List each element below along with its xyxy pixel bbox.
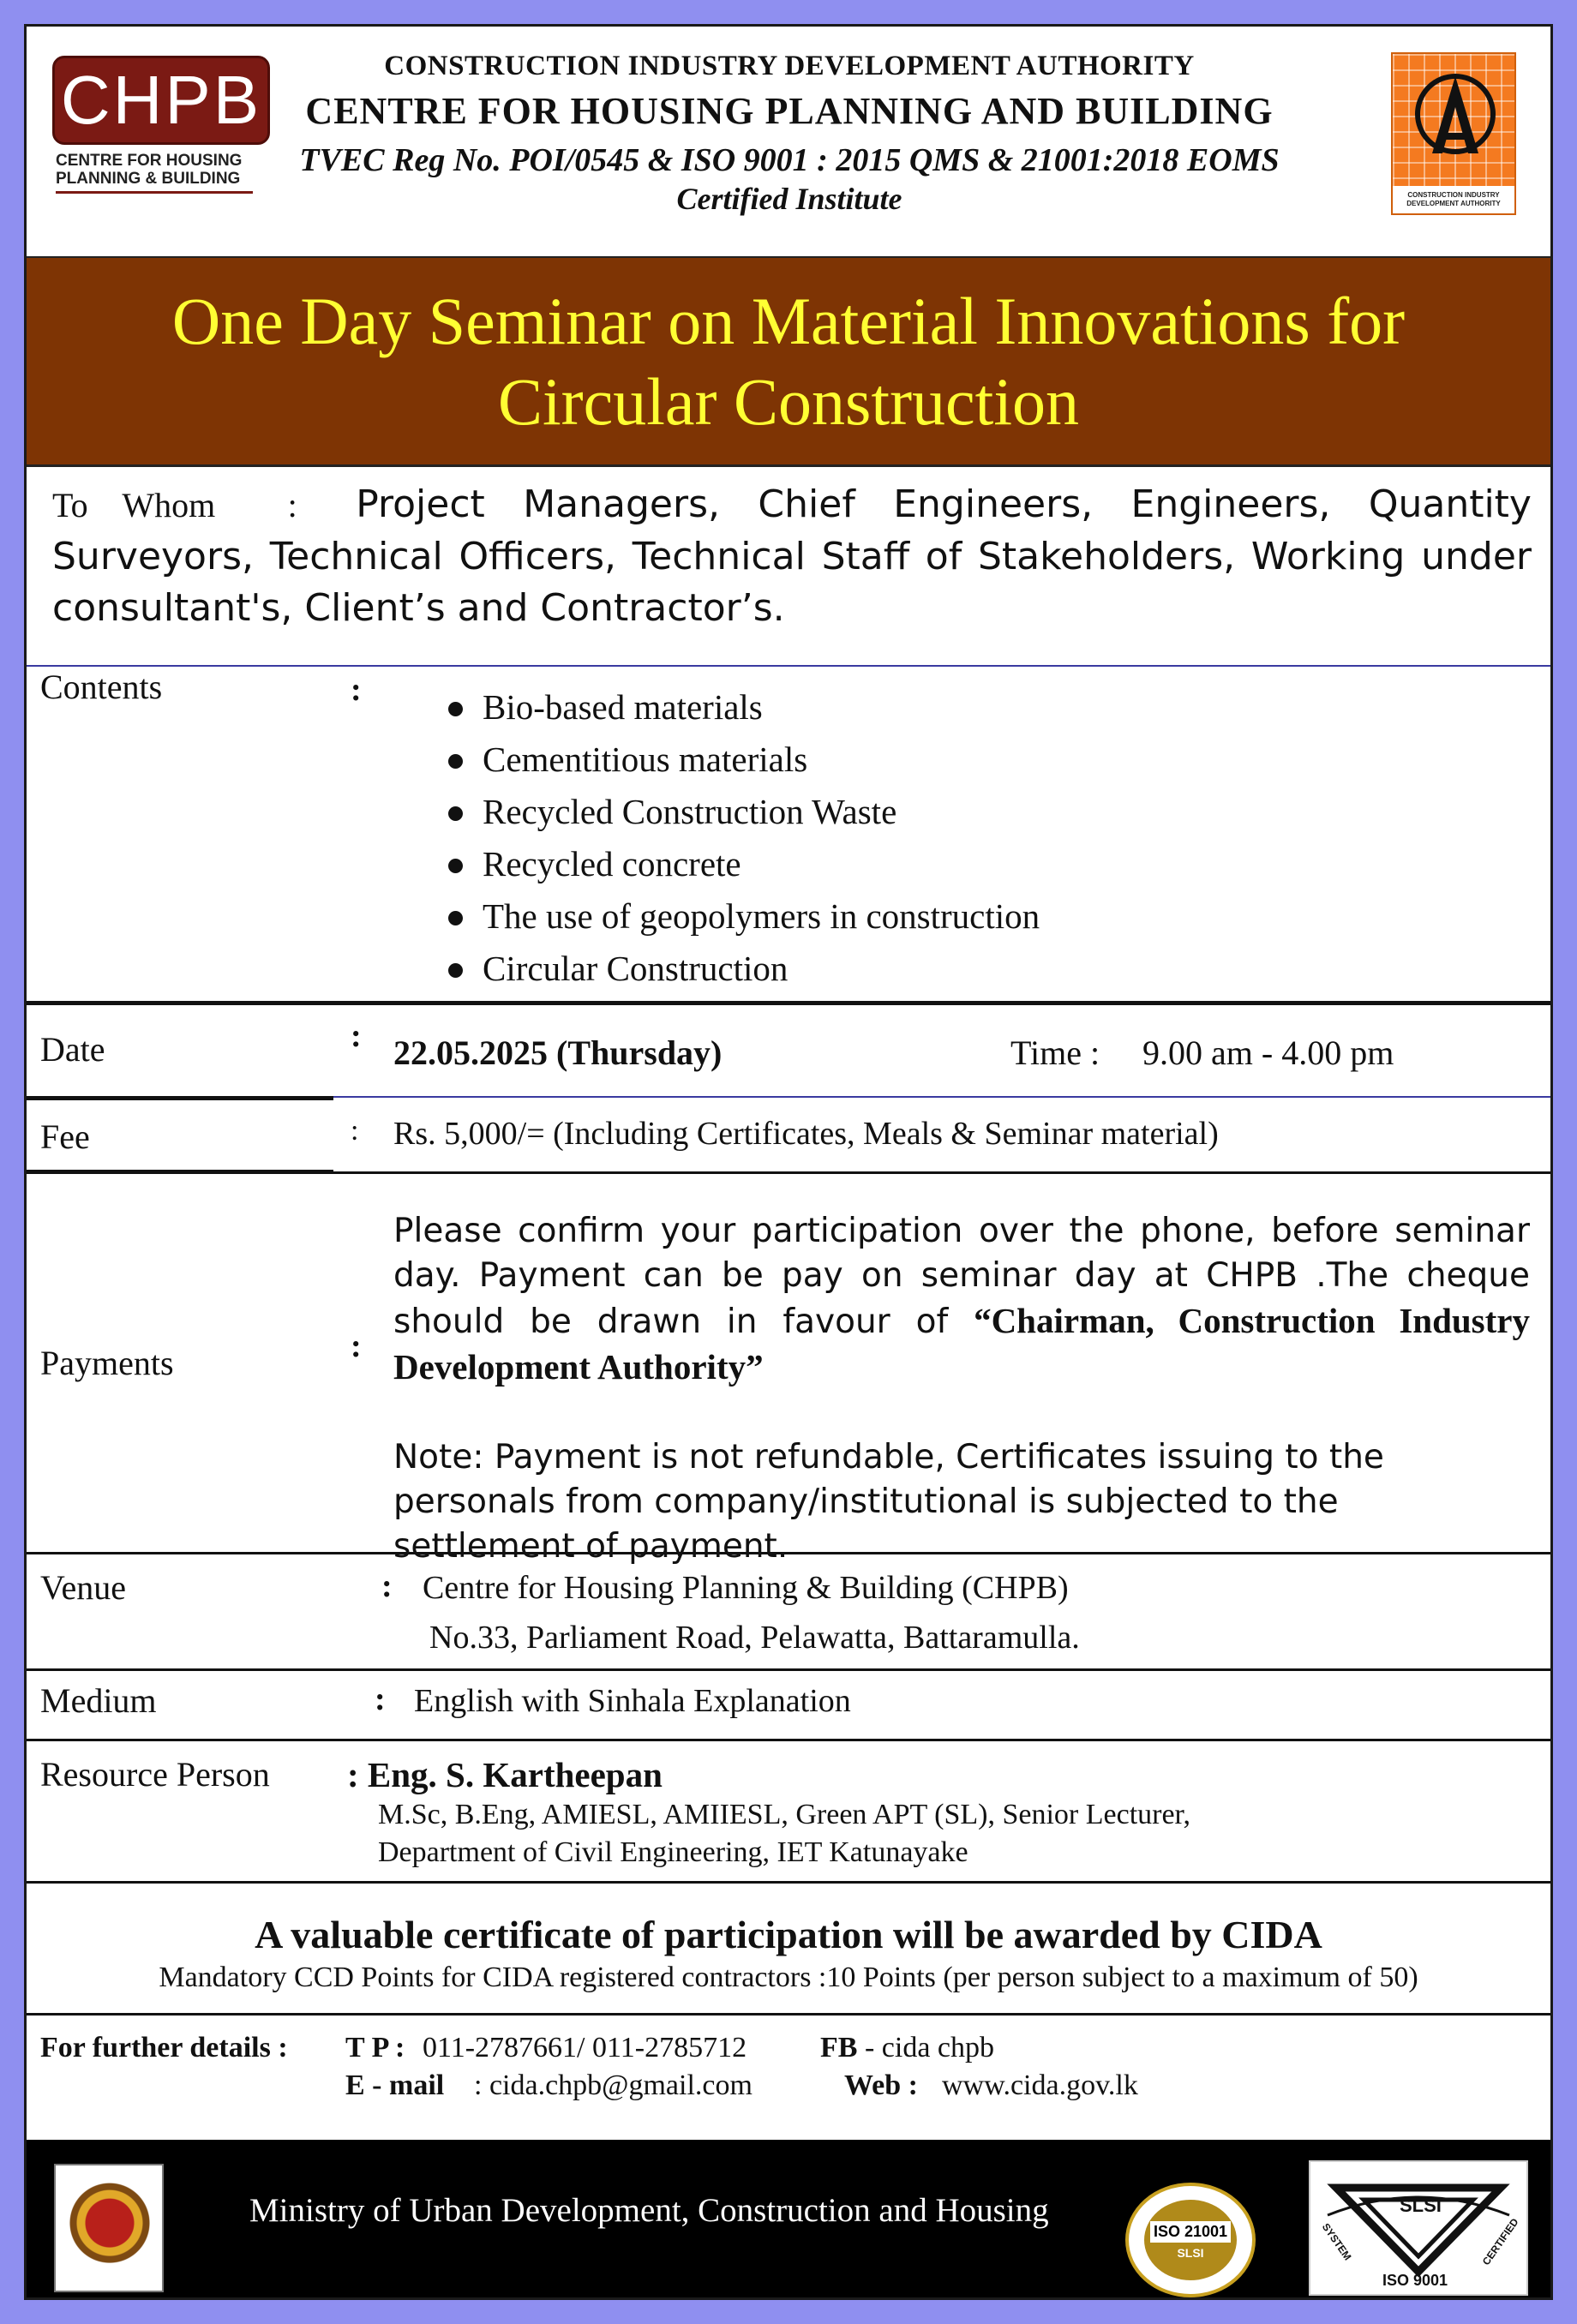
resource-person-label: Resource Person [40, 1755, 270, 1794]
list-item: Circular Construction [443, 943, 1040, 995]
cida-logo [1391, 52, 1516, 215]
venue-line-2: No.33, Parliament Road, Pelawatta, Battaramulla. [429, 1620, 1080, 1656]
email-label: E - mail [345, 2069, 445, 2101]
footer [27, 2140, 1550, 2300]
divider [27, 1170, 333, 1174]
iso-seal-sub: SLSI [1177, 2245, 1204, 2260]
divider [27, 1096, 333, 1100]
divider [27, 1552, 1550, 1554]
medium-label: Medium [40, 1681, 157, 1720]
certified-line: Certified Institute [676, 182, 902, 216]
divider [27, 1668, 1550, 1671]
payments-text: Please confirm your participation over the phone, before seminar day. Payment can be pay on seminar day at CHPB .The cheque should be drawn in favour of “Chairman, Construction Industry Development Authority” Note: Payment is not refundable, Certificates issuing to the personals from company/institutional is subjected to the settlement of payment. [393, 1209, 1530, 1569]
fee-label: Fee [40, 1117, 90, 1156]
cheque-payee: “Chairman, Construction Industry Development Authority” [393, 1301, 1530, 1387]
slsi-certified-text: CERTIFIED [1479, 2216, 1521, 2267]
payments-label: Payments [40, 1344, 174, 1382]
title-banner [27, 256, 1550, 467]
divider [27, 1881, 1550, 1884]
centre-name: CENTRE FOR HOUSING PLANNING AND BUILDING [305, 90, 1274, 132]
to-whom-label: To Whom [52, 486, 216, 524]
phone-label: T P : [345, 2032, 405, 2063]
iso-21001-seal-icon [1125, 2183, 1256, 2297]
date-label: Date [40, 1030, 105, 1069]
list-item: Cementitious materials [443, 734, 1040, 786]
sri-lanka-emblem-icon [54, 2164, 164, 2292]
chpb-logo-subtitle: CENTRE FOR HOUSING PLANNING & BUILDING [56, 152, 243, 188]
chpb-logo [52, 56, 270, 201]
divider [333, 1171, 1553, 1174]
time-value: 9.00 am - 4.00 pm [1142, 1033, 1394, 1072]
venue-line-1: Centre for Housing Planning & Building (CHPB) [423, 1570, 1069, 1606]
authority-name: CONSTRUCTION INDUSTRY DEVELOPMENT AUTHORITY [384, 51, 1195, 81]
divider [27, 1001, 1550, 1005]
resource-person-name: : Eng. S. Kartheepan [347, 1755, 663, 1794]
list-item: Bio-based materials [443, 681, 1040, 734]
list-item: Recycled Construction Waste [443, 786, 1040, 838]
divider [27, 665, 1550, 667]
venue-label: Venue [40, 1568, 126, 1607]
chpb-logo-text: CHPB [60, 62, 262, 138]
divider [27, 1739, 1550, 1741]
slsi-text: SLSI [1400, 2195, 1442, 2216]
fee-value: Rs. 5,000/= (Including Certificates, Meals & Seminar material) [393, 1116, 1219, 1152]
time-label: Time : [1010, 1033, 1100, 1072]
header [27, 27, 1550, 258]
slsi-system-text: SYSTEM [1319, 2220, 1354, 2263]
registration-line: TVEC Reg No. POI/0545 & ISO 9001 : 2015 QMS & 21001:2018 EOMS [299, 142, 1280, 178]
cida-caption: CONSTRUCTION INDUSTRY DEVELOPMENT AUTHORITY [1393, 186, 1514, 213]
facebook-info: FB - cida chpb [820, 2032, 994, 2063]
website-link[interactable]: www.cida.gov.lk [942, 2069, 1138, 2101]
slsi-iso-9001-logo [1309, 2160, 1528, 2296]
list-item: The use of geopolymers in construction [443, 890, 1040, 943]
header-text [284, 51, 1295, 219]
seminar-title: One Day Seminar on Material Innovations for Circular Construction [171, 283, 1406, 439]
email-address[interactable]: : cida.chpb@gmail.com [474, 2069, 753, 2101]
phone-numbers: 011-2787661/ 011-2785712 [423, 2032, 747, 2063]
payment-note: Note: Payment is not refundable, Certificates issuing to the personals from company/institutional is subjected to the settlement of payment. [393, 1438, 1384, 1566]
slsi-iso-text: ISO 9001 [1382, 2272, 1448, 2289]
list-item: Recycled concrete [443, 838, 1040, 890]
medium-value: English with Sinhala Explanation [414, 1683, 851, 1719]
divider [333, 1096, 1553, 1098]
ccd-points-note: Mandatory CCD Points for CIDA registered contractors :10 Points (per person subject to a maximum of 50) [159, 1962, 1418, 1993]
to-whom-section: To Whom : Project Managers, Chief Engineers, Engineers, Quantity Surveyors, Technical Officers, Technical Staff of Stakeholders, Working under consultant's, Client’s and Contractor’s. [52, 482, 1532, 630]
ministry-name: Ministry of Urban Development, Construction and Housing [249, 2192, 1049, 2229]
contents-label: Contents [40, 668, 163, 706]
web-label: Web : [844, 2069, 918, 2101]
resource-person-department: Department of Civil Engineering, IET Katunayake [378, 1836, 968, 1868]
resource-person-qualifications: M.Sc, B.Eng, AMIESL, AMIIESL, Green APT (SL), Senior Lecturer, [378, 1799, 1191, 1830]
date-value: 22.05.2025 (Thursday) [393, 1033, 723, 1072]
contents-list [443, 681, 1040, 995]
iso-seal-text: ISO 21001 [1150, 2221, 1231, 2243]
certificate-heading: A valuable certificate of participation will be awarded by CIDA [255, 1913, 1322, 1956]
further-details-label: For further details : [40, 2032, 288, 2063]
seminar-flyer: CHPB CENTRE FOR HOUSING PLANNING & BUILDING CONSTRUCTION INDUSTRY DEVELOPMENT AUTHORITY CENTRE FOR HOUSING PLANNING AND BUILDING TVEC Reg No. POI/0545 & ISO 9001 : 2015 QMS & 21001:2018 EOMS Certified Institute CONSTRUCTION INDUSTRY DEVELOPMENT AUTHORITY One Day Seminar on Material Innovations for Circular Construction To Whom : Project Managers, Chief Engineers, Engineers, Quantity Surveyors, Technical Officers, Technical Staff of Stakeholders, Working under consultant's, Client’s and Contractor’s. Contents : Bio-based materials Cementitious materials Recycled Construction Waste Recycled concrete The use of geopolymers in construction Circular Construction Date : 22.05.2025 (Thursday) Time : 9.00 am - 4.00 pm Fee : Rs. 5,000/= (Including Certificates, Meals & Seminar material) Payments : Please confirm your participation over the phone, before seminar day. Payment can be pay on seminar day at CHPB .The cheque should be drawn in favour of “Chairman, Construction Industry Development Authority” Note: Payment is not refundable, Certificates issuing to the personals from company/institutional is subjected to the settlement of payment. Venue : Centre for Housing Planning & Building (CHPB) No.33, Parliament Road, Pelawatta, Battaramulla. Medium : English with Sinhala Explanation Resource Person : Eng. S. Kartheepan M.Sc, B.Eng, AMIESL, AMIIESL, Green APT (SL), Senior Lecturer, Department of Civil Engineering, IET Katunayake A valuable certificate of participation will be awarded by CIDA Mandatory CCD Points for CIDA registered contractors :10 Points (per person subject to a maximum of 50) For further details : T P : 011-2787661/ 011-2785712 FB - cida chpb E - mail : cida.chpb@gmail.com Web : www.cida.gov.lk Ministry of Urban Development, Construction and Housing ISO 21001 SLSI SLSI ISO 9001 SYSTEM CERTIFIED [24, 24, 1553, 2300]
cida-emblem-icon [1393, 54, 1518, 191]
divider [27, 2013, 1550, 2016]
to-whom-text: Project Managers, Chief Engineers, Engineers, Quantity Surveyors, Technical Officers, Technical Staff of Stakeholders, Working under consultant's, Client’s and Contractor’s. [52, 482, 1532, 630]
